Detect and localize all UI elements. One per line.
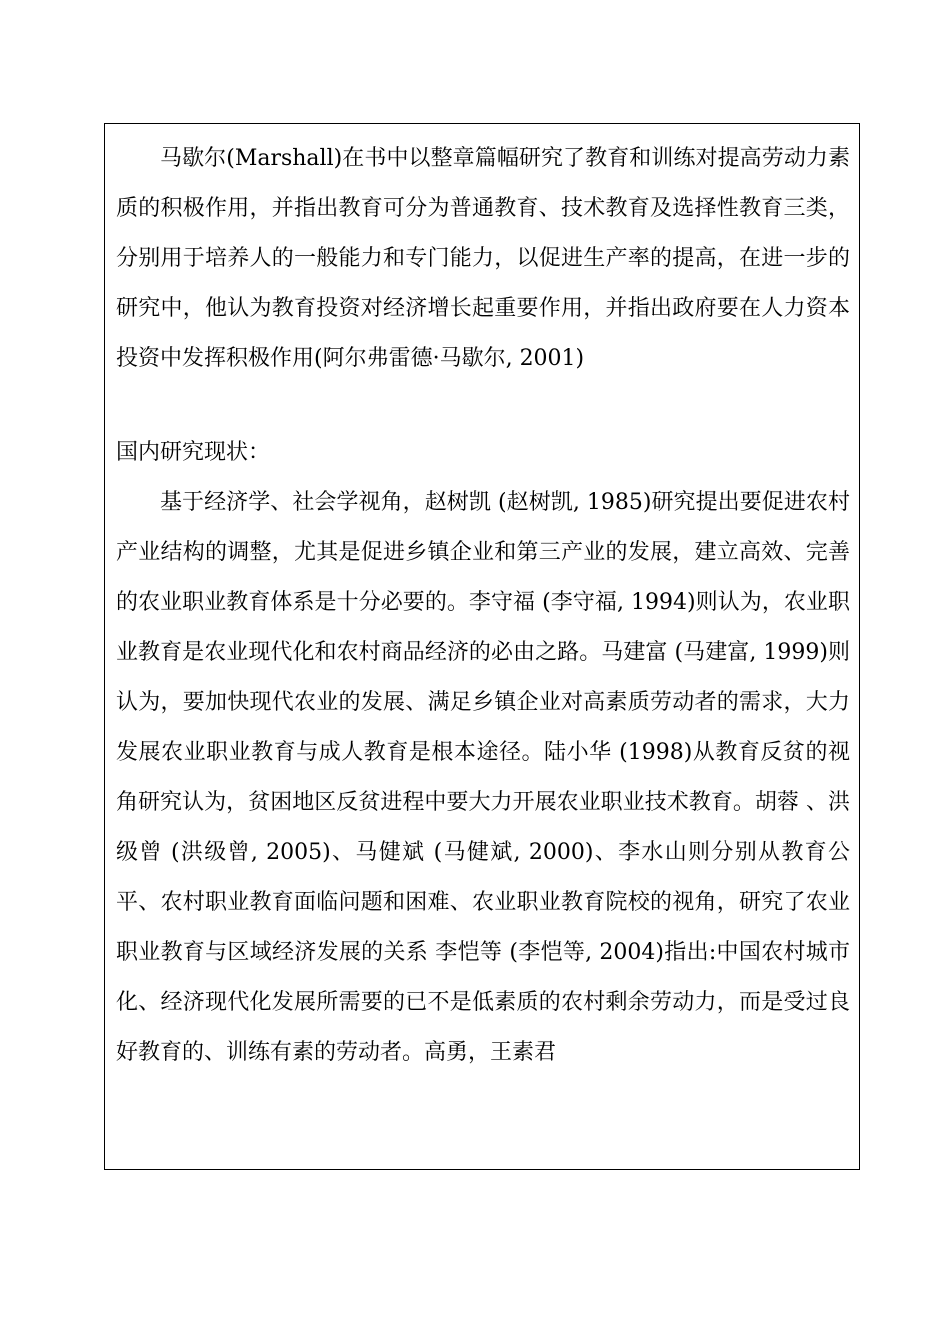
document-text-frame — [104, 123, 860, 1170]
document-content — [116, 134, 850, 1078]
paragraph-marshall: 马歇尔(Marshall)在书中以整章篇幅研究了教育和训练对提高劳动力素质的积极作用，并指出教育可分为普通教育、技术教育及选择性教育三类，分别用于培养人的一般能力和专门能力，以促进生产率的提高，在进一步的研究中，他认为教育投资对经济增长起重要作用，并指出政府要在人力资本投资中发挥积极作用(阿尔弗雷德·马歇尔, 2001) — [116, 146, 850, 371]
paragraph-domestic-research: 基于经济学、社会学视角，赵树凯 (赵树凯, 1985)研究提出要促进农村产业结构的调整，尤其是促进乡镇企业和第三产业的发展，建立高效、完善的农业职业教育体系是十分必要的。李守福 (李守福, 1994)则认为，农业职业教育是农业现代化和农村商品经济的必由之路。马建富 (马建富, 1999)则认为，要加快现代农业的发展、满足乡镇企业对高素质劳动者的需求，大力发展农业职业教育与成人教育是根本途径。陆小华 (1998)从教育反贫的视角研究认为，贫困地区反贫进程中要大力开展农业职业技术教育。胡蓉 、洪级曾 (洪级曾, 2005)、马健斌 (马健斌, 2000)、李水山则分别从教育公平、农村职业教育面临问题和困难、农业职业教育院校的视角，研究了农业职业教育与区域经济发展的关系 李恺等 (李恺等, 2004)指出:中国农村城市化、经济现代化发展所需要的已不是低素质的农村剩余劳动力，而是受过良好教育的、训练有素的劳动者。高勇，王素君 — [116, 490, 850, 1065]
section-heading-domestic-research: 国内研究现状： — [116, 440, 271, 465]
paragraph-spacer — [116, 384, 850, 428]
